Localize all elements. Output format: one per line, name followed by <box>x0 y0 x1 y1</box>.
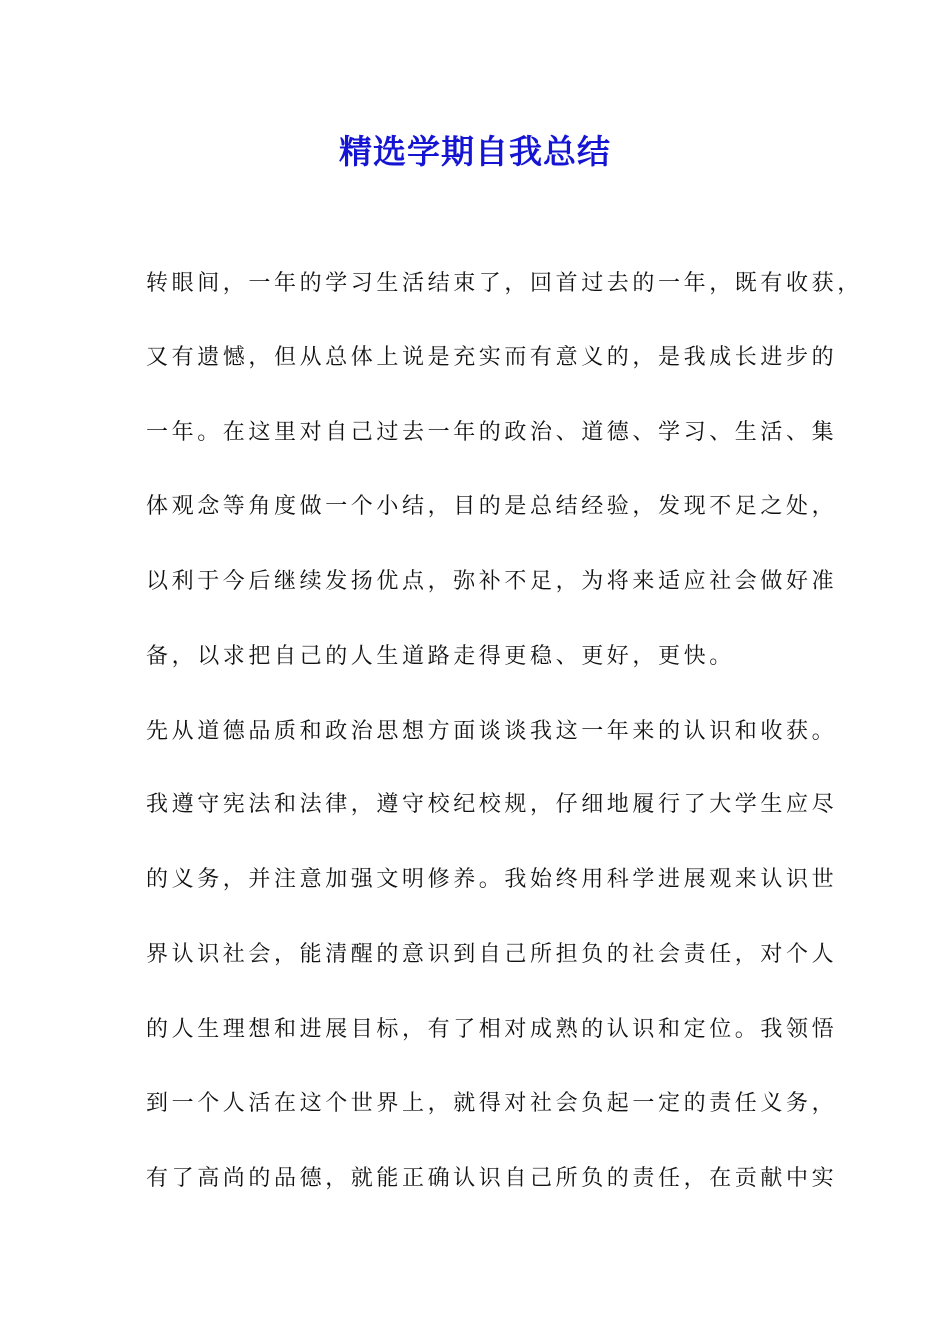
body-line: 以利于今后继续发扬优点，弥补不足，为将来适应社会做好准 <box>146 569 838 594</box>
body-line: 界认识社会，能清醒的意识到自己所担负的社会责任，对个人 <box>146 942 838 967</box>
body-line: 的人生理想和进展目标，有了相对成熟的认识和定位。我领悟 <box>146 1017 838 1042</box>
body-line: 到一个人活在这个世界上，就得对社会负起一定的责任义务， <box>146 1091 838 1116</box>
body-line: 我遵守宪法和法律，遵守校纪校规，仔细地履行了大学生应尽 <box>146 792 838 817</box>
body-line: 有了高尚的品德，就能正确认识自己所负的责任，在贡献中实 <box>146 1166 838 1191</box>
body-line: 转眼间，一年的学习生活结束了，回首过去的一年，既有收获， <box>146 271 863 296</box>
body-line: 一年。在这里对自己过去一年的政治、道德、学习、生活、集 <box>146 420 838 445</box>
body-line: 体观念等角度做一个小结，目的是总结经验，发现不足之处， <box>146 494 838 519</box>
body-line: 先从道德品质和政治思想方面谈谈我这一年来的认识和收获。 <box>146 719 838 744</box>
document-title: 精选学期自我总结 <box>339 132 611 171</box>
body-line: 备，以求把自己的人生道路走得更稳、更好，更快。 <box>146 644 735 669</box>
body-line: 又有遗憾，但从总体上说是充实而有意义的，是我成长进步的 <box>146 345 838 370</box>
body-line: 的义务，并注意加强文明修养。我始终用科学进展观来认识世 <box>146 867 838 892</box>
